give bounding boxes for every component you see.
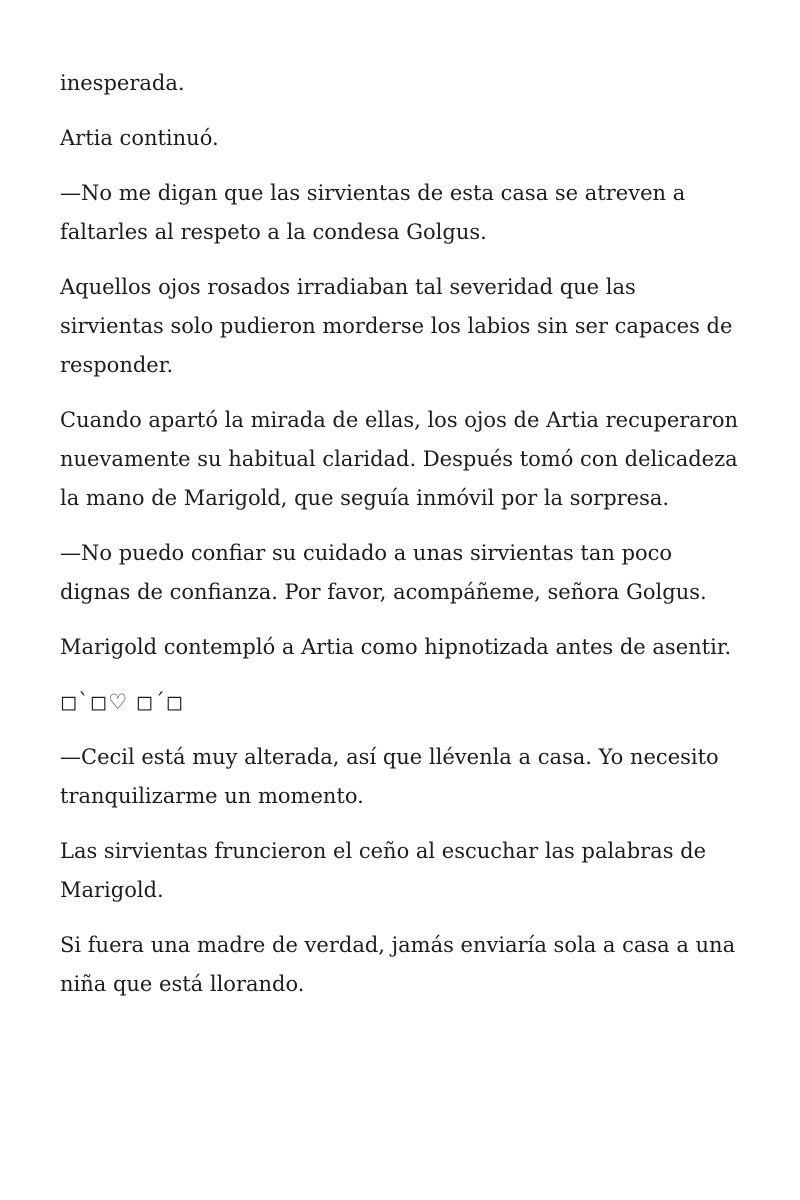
paragraph-9: Las sirvientas fruncieron el ceño al escuchar las palabras de Marigold. xyxy=(60,839,707,902)
paragraph-4: Aquellos ojos rosados irradiaban tal severidad que las sirvientas solo pudieron morderse los labios sin ser capaces de responder. xyxy=(60,275,733,377)
paragraph-2: Artia continuó. xyxy=(60,126,219,150)
paragraph-5: Cuando apartó la mirada de ellas, los ojos de Artia recuperaron nuevamente su habitual claridad. Después tomó con delicadeza la mano de Marigold, que seguía inmóvil por la sorpresa. xyxy=(60,408,739,510)
section-divider: ◻`◻♡ ◻´◻ xyxy=(60,690,185,714)
paragraph-10: Si fuera una madre de verdad, jamás enviaría sola a casa a una niña que está llorando. xyxy=(60,933,736,996)
paragraph-3: —No me digan que las sirvientas de esta casa se atreven a faltarles al respeto a la condesa Golgus. xyxy=(60,181,686,244)
paragraph-7: Marigold contempló a Artia como hipnotizada antes de asentir. xyxy=(60,635,732,659)
paragraph-8: —Cecil está muy alterada, así que llévenla a casa. Yo necesito tranquilizarme un momento. xyxy=(60,745,719,808)
paragraph-1: inesperada. xyxy=(60,71,185,95)
paragraph-6: —No puedo confiar su cuidado a unas sirvientas tan poco dignas de confianza. Por favor, acompáñeme, señora Golgus. xyxy=(60,541,707,604)
